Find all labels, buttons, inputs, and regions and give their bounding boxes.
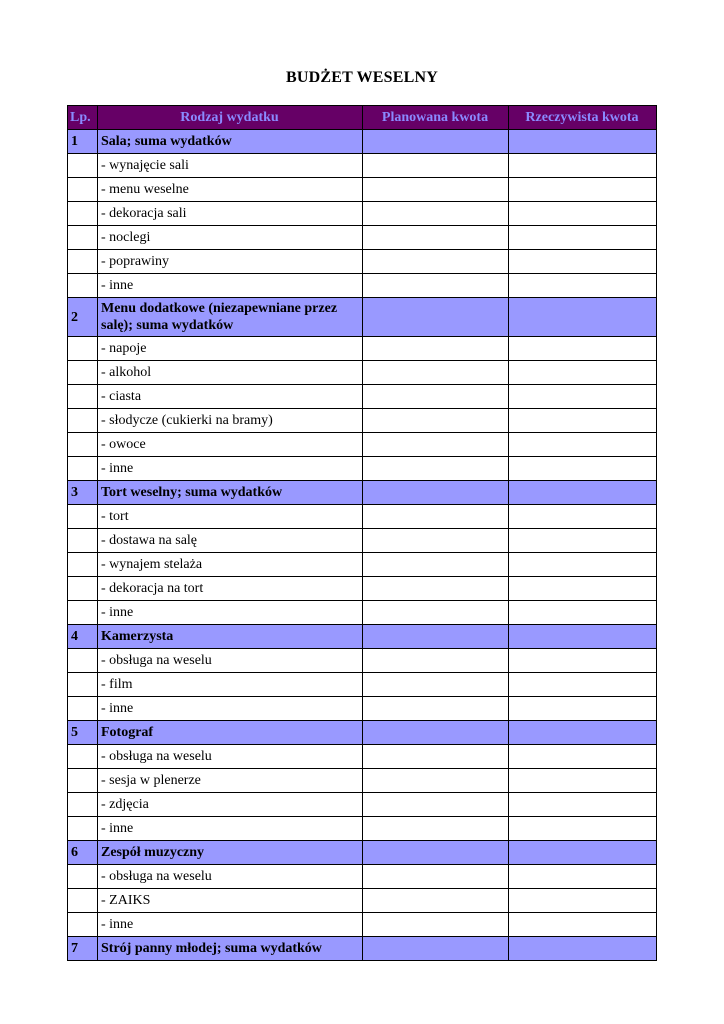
row-number bbox=[68, 673, 98, 697]
section-row bbox=[68, 298, 657, 337]
item-label: - inne bbox=[98, 697, 363, 721]
row-number bbox=[68, 409, 98, 433]
actual-amount-cell[interactable] bbox=[509, 625, 657, 649]
planned-amount-cell[interactable] bbox=[363, 769, 509, 793]
row-number bbox=[68, 202, 98, 226]
planned-amount-cell[interactable] bbox=[363, 673, 509, 697]
item-row bbox=[68, 865, 657, 889]
header-actual-amount: Rzeczywista kwota bbox=[509, 106, 657, 130]
item-label: - ciasta bbox=[98, 385, 363, 409]
row-number bbox=[68, 529, 98, 553]
item-row bbox=[68, 745, 657, 769]
item-label: - zdjęcia bbox=[98, 793, 363, 817]
row-number bbox=[68, 793, 98, 817]
item-label: - dekoracja na tort bbox=[98, 577, 363, 601]
planned-amount-cell[interactable] bbox=[363, 274, 509, 298]
row-number bbox=[68, 178, 98, 202]
section-row bbox=[68, 481, 657, 505]
planned-amount-cell[interactable] bbox=[363, 457, 509, 481]
actual-amount-cell[interactable] bbox=[509, 649, 657, 673]
item-label: - inne bbox=[98, 457, 363, 481]
item-label: - alkohol bbox=[98, 361, 363, 385]
row-number: 6 bbox=[68, 841, 98, 865]
actual-amount-cell[interactable] bbox=[509, 673, 657, 697]
actual-amount-cell[interactable] bbox=[509, 226, 657, 250]
item-row bbox=[68, 409, 657, 433]
planned-amount-cell[interactable] bbox=[363, 601, 509, 625]
planned-amount-cell[interactable] bbox=[363, 250, 509, 274]
actual-amount-cell[interactable] bbox=[509, 457, 657, 481]
actual-amount-cell[interactable] bbox=[509, 697, 657, 721]
row-number bbox=[68, 505, 98, 529]
actual-amount-cell[interactable] bbox=[509, 913, 657, 937]
planned-amount-cell[interactable] bbox=[363, 529, 509, 553]
item-row bbox=[68, 889, 657, 913]
section-label: Tort weselny; suma wydatków bbox=[98, 481, 363, 505]
planned-amount-cell[interactable] bbox=[363, 793, 509, 817]
section-row bbox=[68, 625, 657, 649]
row-number bbox=[68, 385, 98, 409]
row-number bbox=[68, 817, 98, 841]
item-row bbox=[68, 793, 657, 817]
planned-amount-cell[interactable] bbox=[363, 577, 509, 601]
actual-amount-cell[interactable] bbox=[509, 178, 657, 202]
document-title: BUDŻET WESELNY bbox=[285, 69, 439, 86]
actual-amount-cell[interactable] bbox=[509, 745, 657, 769]
actual-amount-cell[interactable] bbox=[509, 154, 657, 178]
actual-amount-cell[interactable] bbox=[509, 250, 657, 274]
row-number bbox=[68, 274, 98, 298]
row-number bbox=[68, 337, 98, 361]
planned-amount-cell[interactable] bbox=[363, 226, 509, 250]
actual-amount-cell[interactable] bbox=[509, 337, 657, 361]
item-row bbox=[68, 817, 657, 841]
actual-amount-cell[interactable] bbox=[509, 817, 657, 841]
row-number bbox=[68, 361, 98, 385]
row-number bbox=[68, 649, 98, 673]
header-planned-amount: Planowana kwota bbox=[363, 106, 509, 130]
planned-amount-cell[interactable] bbox=[363, 553, 509, 577]
row-number bbox=[68, 913, 98, 937]
budget-table-header bbox=[68, 106, 657, 130]
item-label: - owoce bbox=[98, 433, 363, 457]
planned-amount-cell[interactable] bbox=[363, 721, 509, 745]
section-row bbox=[68, 841, 657, 865]
header-expense-type: Rodzaj wydatku bbox=[98, 106, 363, 130]
row-number: 3 bbox=[68, 481, 98, 505]
planned-amount-cell[interactable] bbox=[363, 433, 509, 457]
planned-amount-cell[interactable] bbox=[363, 745, 509, 769]
row-number: 1 bbox=[68, 130, 98, 154]
item-label: - obsługa na weselu bbox=[98, 649, 363, 673]
budget-table bbox=[67, 105, 657, 961]
item-row bbox=[68, 913, 657, 937]
item-label: - napoje bbox=[98, 337, 363, 361]
item-label: - inne bbox=[98, 274, 363, 298]
planned-amount-cell[interactable] bbox=[363, 178, 509, 202]
actual-amount-cell[interactable] bbox=[509, 529, 657, 553]
row-number bbox=[68, 889, 98, 913]
row-number bbox=[68, 697, 98, 721]
section-label: Kamerzysta bbox=[98, 625, 363, 649]
actual-amount-cell[interactable] bbox=[509, 865, 657, 889]
item-row bbox=[68, 601, 657, 625]
item-row bbox=[68, 769, 657, 793]
item-row bbox=[68, 274, 657, 298]
row-number bbox=[68, 154, 98, 178]
item-label: - poprawiny bbox=[98, 250, 363, 274]
row-number bbox=[68, 601, 98, 625]
planned-amount-cell[interactable] bbox=[363, 154, 509, 178]
item-row bbox=[68, 505, 657, 529]
actual-amount-cell[interactable] bbox=[509, 298, 657, 337]
header-lp: Lp. bbox=[68, 106, 98, 130]
item-label: - menu weselne bbox=[98, 178, 363, 202]
planned-amount-cell[interactable] bbox=[363, 409, 509, 433]
section-row bbox=[68, 130, 657, 154]
item-row bbox=[68, 337, 657, 361]
actual-amount-cell[interactable] bbox=[509, 130, 657, 154]
item-row bbox=[68, 385, 657, 409]
section-label: Fotograf bbox=[98, 721, 363, 745]
header-row bbox=[68, 106, 657, 130]
actual-amount-cell[interactable] bbox=[509, 409, 657, 433]
planned-amount-cell[interactable] bbox=[363, 649, 509, 673]
item-label: - słodycze (cukierki na bramy) bbox=[98, 409, 363, 433]
actual-amount-cell[interactable] bbox=[509, 889, 657, 913]
actual-amount-cell[interactable] bbox=[509, 841, 657, 865]
row-number: 7 bbox=[68, 937, 98, 961]
item-row bbox=[68, 697, 657, 721]
item-label: - film bbox=[98, 673, 363, 697]
row-number bbox=[68, 769, 98, 793]
item-row bbox=[68, 433, 657, 457]
item-row bbox=[68, 250, 657, 274]
row-number: 2 bbox=[68, 298, 98, 337]
planned-amount-cell[interactable] bbox=[363, 298, 509, 337]
item-row bbox=[68, 154, 657, 178]
row-number bbox=[68, 433, 98, 457]
planned-amount-cell[interactable] bbox=[363, 913, 509, 937]
row-number bbox=[68, 250, 98, 274]
item-label: - sesja w plenerze bbox=[98, 769, 363, 793]
item-row bbox=[68, 178, 657, 202]
item-row bbox=[68, 577, 657, 601]
item-label: - ZAIKS bbox=[98, 889, 363, 913]
section-label: Zespół muzyczny bbox=[98, 841, 363, 865]
row-number: 4 bbox=[68, 625, 98, 649]
section-label: Strój panny młodej; suma wydatków bbox=[98, 937, 363, 961]
row-number bbox=[68, 745, 98, 769]
row-number bbox=[68, 577, 98, 601]
planned-amount-cell[interactable] bbox=[363, 202, 509, 226]
item-label: - obsługa na weselu bbox=[98, 745, 363, 769]
item-label: - inne bbox=[98, 913, 363, 937]
planned-amount-cell[interactable] bbox=[363, 841, 509, 865]
actual-amount-cell[interactable] bbox=[509, 274, 657, 298]
planned-amount-cell[interactable] bbox=[363, 889, 509, 913]
item-label: - noclegi bbox=[98, 226, 363, 250]
planned-amount-cell[interactable] bbox=[363, 361, 509, 385]
actual-amount-cell[interactable] bbox=[509, 433, 657, 457]
actual-amount-cell[interactable] bbox=[509, 937, 657, 961]
actual-amount-cell[interactable] bbox=[509, 601, 657, 625]
section-row bbox=[68, 937, 657, 961]
budget-table-body bbox=[68, 130, 657, 961]
actual-amount-cell[interactable] bbox=[509, 553, 657, 577]
row-number bbox=[68, 226, 98, 250]
item-row bbox=[68, 529, 657, 553]
planned-amount-cell[interactable] bbox=[363, 937, 509, 961]
item-row bbox=[68, 649, 657, 673]
planned-amount-cell[interactable] bbox=[363, 865, 509, 889]
actual-amount-cell[interactable] bbox=[509, 769, 657, 793]
item-row bbox=[68, 673, 657, 697]
row-number bbox=[68, 457, 98, 481]
item-label: - inne bbox=[98, 817, 363, 841]
item-label: - tort bbox=[98, 505, 363, 529]
planned-amount-cell[interactable] bbox=[363, 817, 509, 841]
actual-amount-cell[interactable] bbox=[509, 361, 657, 385]
item-label: - dekoracja sali bbox=[98, 202, 363, 226]
section-row bbox=[68, 721, 657, 745]
item-label: - obsługa na weselu bbox=[98, 865, 363, 889]
item-row bbox=[68, 202, 657, 226]
planned-amount-cell[interactable] bbox=[363, 337, 509, 361]
planned-amount-cell[interactable] bbox=[363, 385, 509, 409]
item-label: - wynajem stelaża bbox=[98, 553, 363, 577]
planned-amount-cell[interactable] bbox=[363, 697, 509, 721]
planned-amount-cell[interactable] bbox=[363, 505, 509, 529]
item-label: - wynajęcie sali bbox=[98, 154, 363, 178]
item-row bbox=[68, 457, 657, 481]
planned-amount-cell[interactable] bbox=[363, 481, 509, 505]
item-label: - dostawa na salę bbox=[98, 529, 363, 553]
actual-amount-cell[interactable] bbox=[509, 721, 657, 745]
actual-amount-cell[interactable] bbox=[509, 385, 657, 409]
section-label: Sala; suma wydatków bbox=[98, 130, 363, 154]
section-label: Menu dodatkowe (niezapewniane przez salę); suma wydatków bbox=[98, 298, 363, 337]
actual-amount-cell[interactable] bbox=[509, 505, 657, 529]
actual-amount-cell[interactable] bbox=[509, 577, 657, 601]
item-row bbox=[68, 361, 657, 385]
actual-amount-cell[interactable] bbox=[509, 202, 657, 226]
row-number bbox=[68, 553, 98, 577]
planned-amount-cell[interactable] bbox=[363, 625, 509, 649]
item-row bbox=[68, 226, 657, 250]
actual-amount-cell[interactable] bbox=[509, 481, 657, 505]
actual-amount-cell[interactable] bbox=[509, 793, 657, 817]
row-number: 5 bbox=[68, 721, 98, 745]
item-label: - inne bbox=[98, 601, 363, 625]
planned-amount-cell[interactable] bbox=[363, 130, 509, 154]
row-number bbox=[68, 865, 98, 889]
item-row bbox=[68, 553, 657, 577]
